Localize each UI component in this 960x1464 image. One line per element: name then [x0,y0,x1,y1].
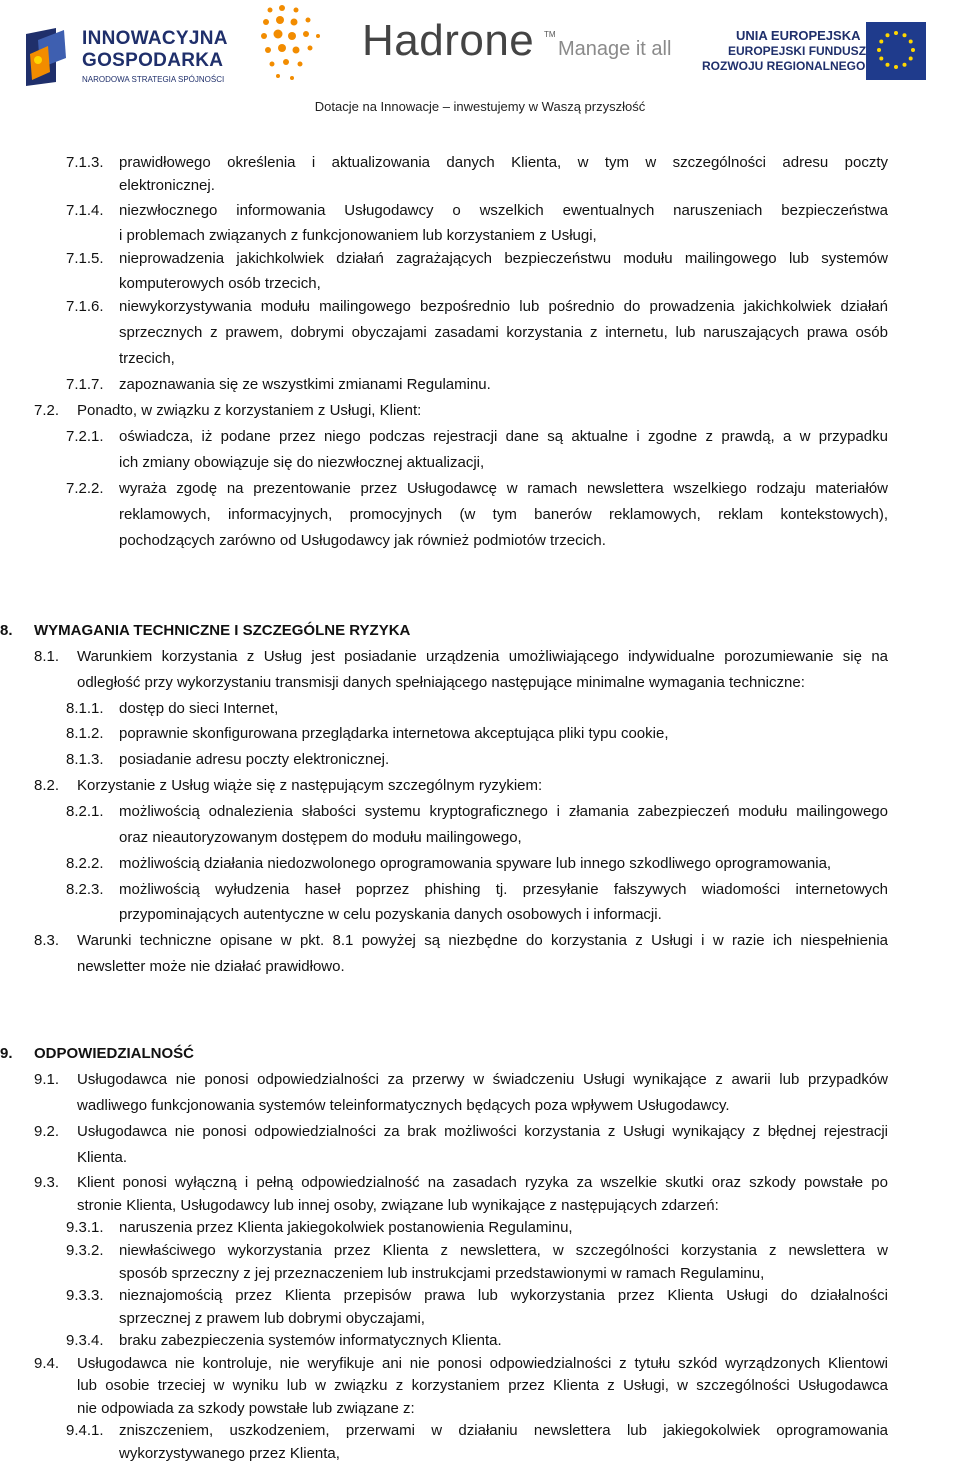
text-line: stronie Klienta, Usługodawcy lub innej osoby, związane lub wynikające z następujących zdarzeń: [77,1197,719,1214]
ue-line2: EUROPEJSKI FUNDUSZ [728,44,867,58]
text-line: Korzystanie z Usług wiąże się z następującym szczególnym ryzykiem: [77,777,543,794]
hadrone-tm: TM [544,30,556,39]
item-number: 9.3.2. [66,1242,104,1259]
item-number: 9.1. [34,1071,60,1088]
text-line: możliwością odnalezienia słabości systemu kryptograficznego i złamania zabezpieczeń modułu mailingowego [119,803,888,820]
item-number: 8.3. [34,932,60,949]
innowacyjna-gospodarka-logo [26,24,236,90]
text-line: prawidłowego określenia i aktualizowania danych Klienta, w tym w szczególności adresu poczty [119,154,888,171]
text-line: nieznajomością przez Klienta przepisów prawa lub wykorzystania przez Klienta Usługi do działalności [119,1287,888,1304]
item-number: 9.2. [34,1123,60,1140]
text-line: oświadcza, iż podane przez niego podczas rejestracji dane są aktualne i zgodne z prawdą, a w przypadku [119,428,888,445]
item-number: 8.1.2. [66,725,104,742]
text-line: Klienta. [77,1149,128,1166]
section-heading: WYMAGANIA TECHNICZNE I SZCZEGÓLNE RYZYKA [34,622,411,639]
item-number: 8.2.3. [66,881,104,898]
text-line: Warunki techniczne opisane w pkt. 8.1 powyżej są niezbędne do korzystania z Usługi i w razie ich niespełnienia [77,932,888,949]
text-line: posiadanie adresu poczty elektronicznej. [119,751,390,768]
text-line: Ponadto, w związku z korzystaniem z Usługi, Klient: [77,402,422,419]
text-line: naruszenia przez Klienta jakiegokolwiek postanowienia Regulaminu, [119,1219,573,1236]
item-number: 8.1.3. [66,751,104,768]
text-line: pochodzących zarówno od Usługodawcy jak również podmiotów trzecich. [119,532,606,549]
item-number: 9.3.1. [66,1219,104,1236]
hadrone-name: Hadrone [362,16,535,65]
text-line: Usługodawca nie ponosi odpowiedzialności za brak możliwości korzystania z Usługi wynikający z błędnej rejestracji [77,1123,888,1140]
text-line: wykorzystywanego przez Klienta, [119,1445,340,1462]
text-line: sposób sprzeczny z jej przeznaczeniem lub instrukcjami przedstawionymi w ramach Regulaminu, [119,1265,765,1282]
item-number: 7.1.4. [66,202,104,219]
ue-line3: ROZWOJU REGIONALNEGO [702,59,866,73]
unia-europejska-logo [700,22,950,86]
text-line: dostęp do sieci Internet, [119,700,279,717]
text-line: newsletter może nie działać prawidłowo. [77,958,345,975]
text-line: Usługodawca nie ponosi odpowiedzialności za przerwy w świadczeniu Usługi wynikające z awarii lub przypadków [77,1071,888,1088]
text-line: możliwością działania niedozwolonego oprogramowania spyware lub innego szkodliwego oprogramowania, [119,855,832,872]
page-header [0,0,960,114]
section-number: 8. [0,622,13,639]
item-number: 7.1.6. [66,298,104,315]
text-line: zapoznawania się ze wszystkimi zmianami Regulaminu. [119,376,491,393]
item-number: 8.1.1. [66,700,104,717]
text-line: elektronicznej. [119,177,215,194]
text-line: odległość przy wykorzystaniu transmisji danych spełniającego następujące minimalne wymagania techniczne: [77,674,805,691]
item-number: 9.3.4. [66,1332,104,1349]
text-line: poprawnie skonfigurowana przeglądarka internetowa akceptująca pliki typu cookie, [119,725,669,742]
text-line: trzecich, [119,350,175,367]
item-number: 7.1.3. [66,154,104,171]
ig-line3: NARODOWA STRATEGIA SPÓJNOŚCI [82,75,225,84]
hadrone-dots-icon [258,2,358,86]
item-number: 9.3. [34,1174,60,1191]
text-line: nie odpowiada za szkody powstałe lub związane z: [77,1400,415,1417]
header-tagline: Dotacje na Innowacje – inwestujemy w Waszą przyszłość [314,99,646,114]
section-heading: ODPOWIEDZIALNOŚĆ [34,1045,194,1062]
text-line: przypominających autentyczne w celu pozyskania danych osobowych i informacji. [119,906,662,923]
text-line: sprzecznych z prawem, dobrymi obyczajami zasadami korzystania z internetu, lub naruszających prawa osób [119,324,888,341]
item-number: 9.3.3. [66,1287,104,1304]
item-number: 7.2.2. [66,480,104,497]
text-line: niewykorzystywania modułu mailingowego bezpośrednio lub pośrednio do prowadzenia jakichkolwiek działań [119,298,888,315]
item-number: 8.2. [34,777,60,794]
text-line: Klient ponosi wyłączną i pełną odpowiedzialność na zasadach ryzyka za wszelkie skutki oraz szkody powstałe po [77,1174,888,1191]
text-line: braku zabezpieczenia systemów informatycznych Klienta. [119,1332,502,1349]
text-line: wyraża zgodę na prezentowanie przez Usługodawcę w ramach newslettera wszelkiego rodzaju materiałów [119,480,888,497]
item-number: 8.2.2. [66,855,104,872]
item-number: 9.4. [34,1355,60,1372]
item-number: 8.1. [34,648,60,665]
hadrone-logo [258,2,688,86]
item-number: 7.1.7. [66,376,104,393]
text-line: niezwłocznego informowania Usługodawcy o wszelkich ewentualnych naruszeniach bezpieczeństwa [119,202,888,219]
ig-flag-icon [26,28,72,86]
item-number: 7.2. [34,402,60,419]
item-number: 8.2.1. [66,803,104,820]
text-line: sprzecznej z prawem lub dobrymi obyczajami, [119,1310,425,1327]
item-number: 7.2.1. [66,428,104,445]
eu-flag-icon [866,22,926,80]
ig-line1: INNOWACYJNA [82,28,228,49]
text-line: Warunkiem korzystania z Usług jest posiadanie urządzenia umożliwiającego indywidualne porozumiewanie się na [77,648,888,665]
text-line: niewłaściwego wykorzystania przez Klienta z newslettera, w szczególności korzystania z newslettera w [119,1242,888,1259]
text-line: oraz nieautoryzowanym dostępem do modułu mailingowego, [119,829,522,846]
item-number: 7.1.5. [66,250,104,267]
item-number: 9.4.1. [66,1422,104,1439]
hadrone-tagline: Manage it all [558,38,672,60]
section-number: 9. [0,1045,13,1062]
text-line: lub osobie trzeciej w wyniku lub w związku z korzystaniem przez Klienta z Usługi, w szczególności Usługodawca [77,1377,888,1394]
text-line: nieprowadzenia jakichkolwiek działań zagrażających bezpieczeństwu modułu mailingowego lub systemów [119,250,888,267]
text-line: ich zmiany obowiązuje się do niezwłocznej aktualizacji, [119,454,485,471]
text-line: reklamowych, informacyjnych, promocyjnych (w tym banerów reklamowych, reklam kontekstowych), [119,506,888,523]
text-line: Usługodawca nie kontroluje, nie weryfikuje ani nie ponosi odpowiedzialności z tytułu szkód wyrządzonych Klientowi [77,1355,888,1372]
text-line: wadliwego funkcjonowania systemów teleinformatycznych będących poza wpływem Usługodawcy. [77,1097,730,1114]
text-line: i problemach związanych z funkcjonowaniem lub korzystaniem z Usługi, [119,227,597,244]
text-line: zniszczeniem, uszkodzeniem, przerwami w działaniu newslettera lub jakiegokolwiek oprogramowania [119,1422,888,1439]
ig-line2: GOSPODARKA [82,50,224,71]
text-line: komputerowych osób trzecich, [119,275,321,292]
text-line: możliwością wyłudzenia haseł poprzez phishing tj. przesyłanie fałszywych wiadomości internetowych [119,881,888,898]
ue-line1: UNIA EUROPEJSKA [736,28,861,43]
